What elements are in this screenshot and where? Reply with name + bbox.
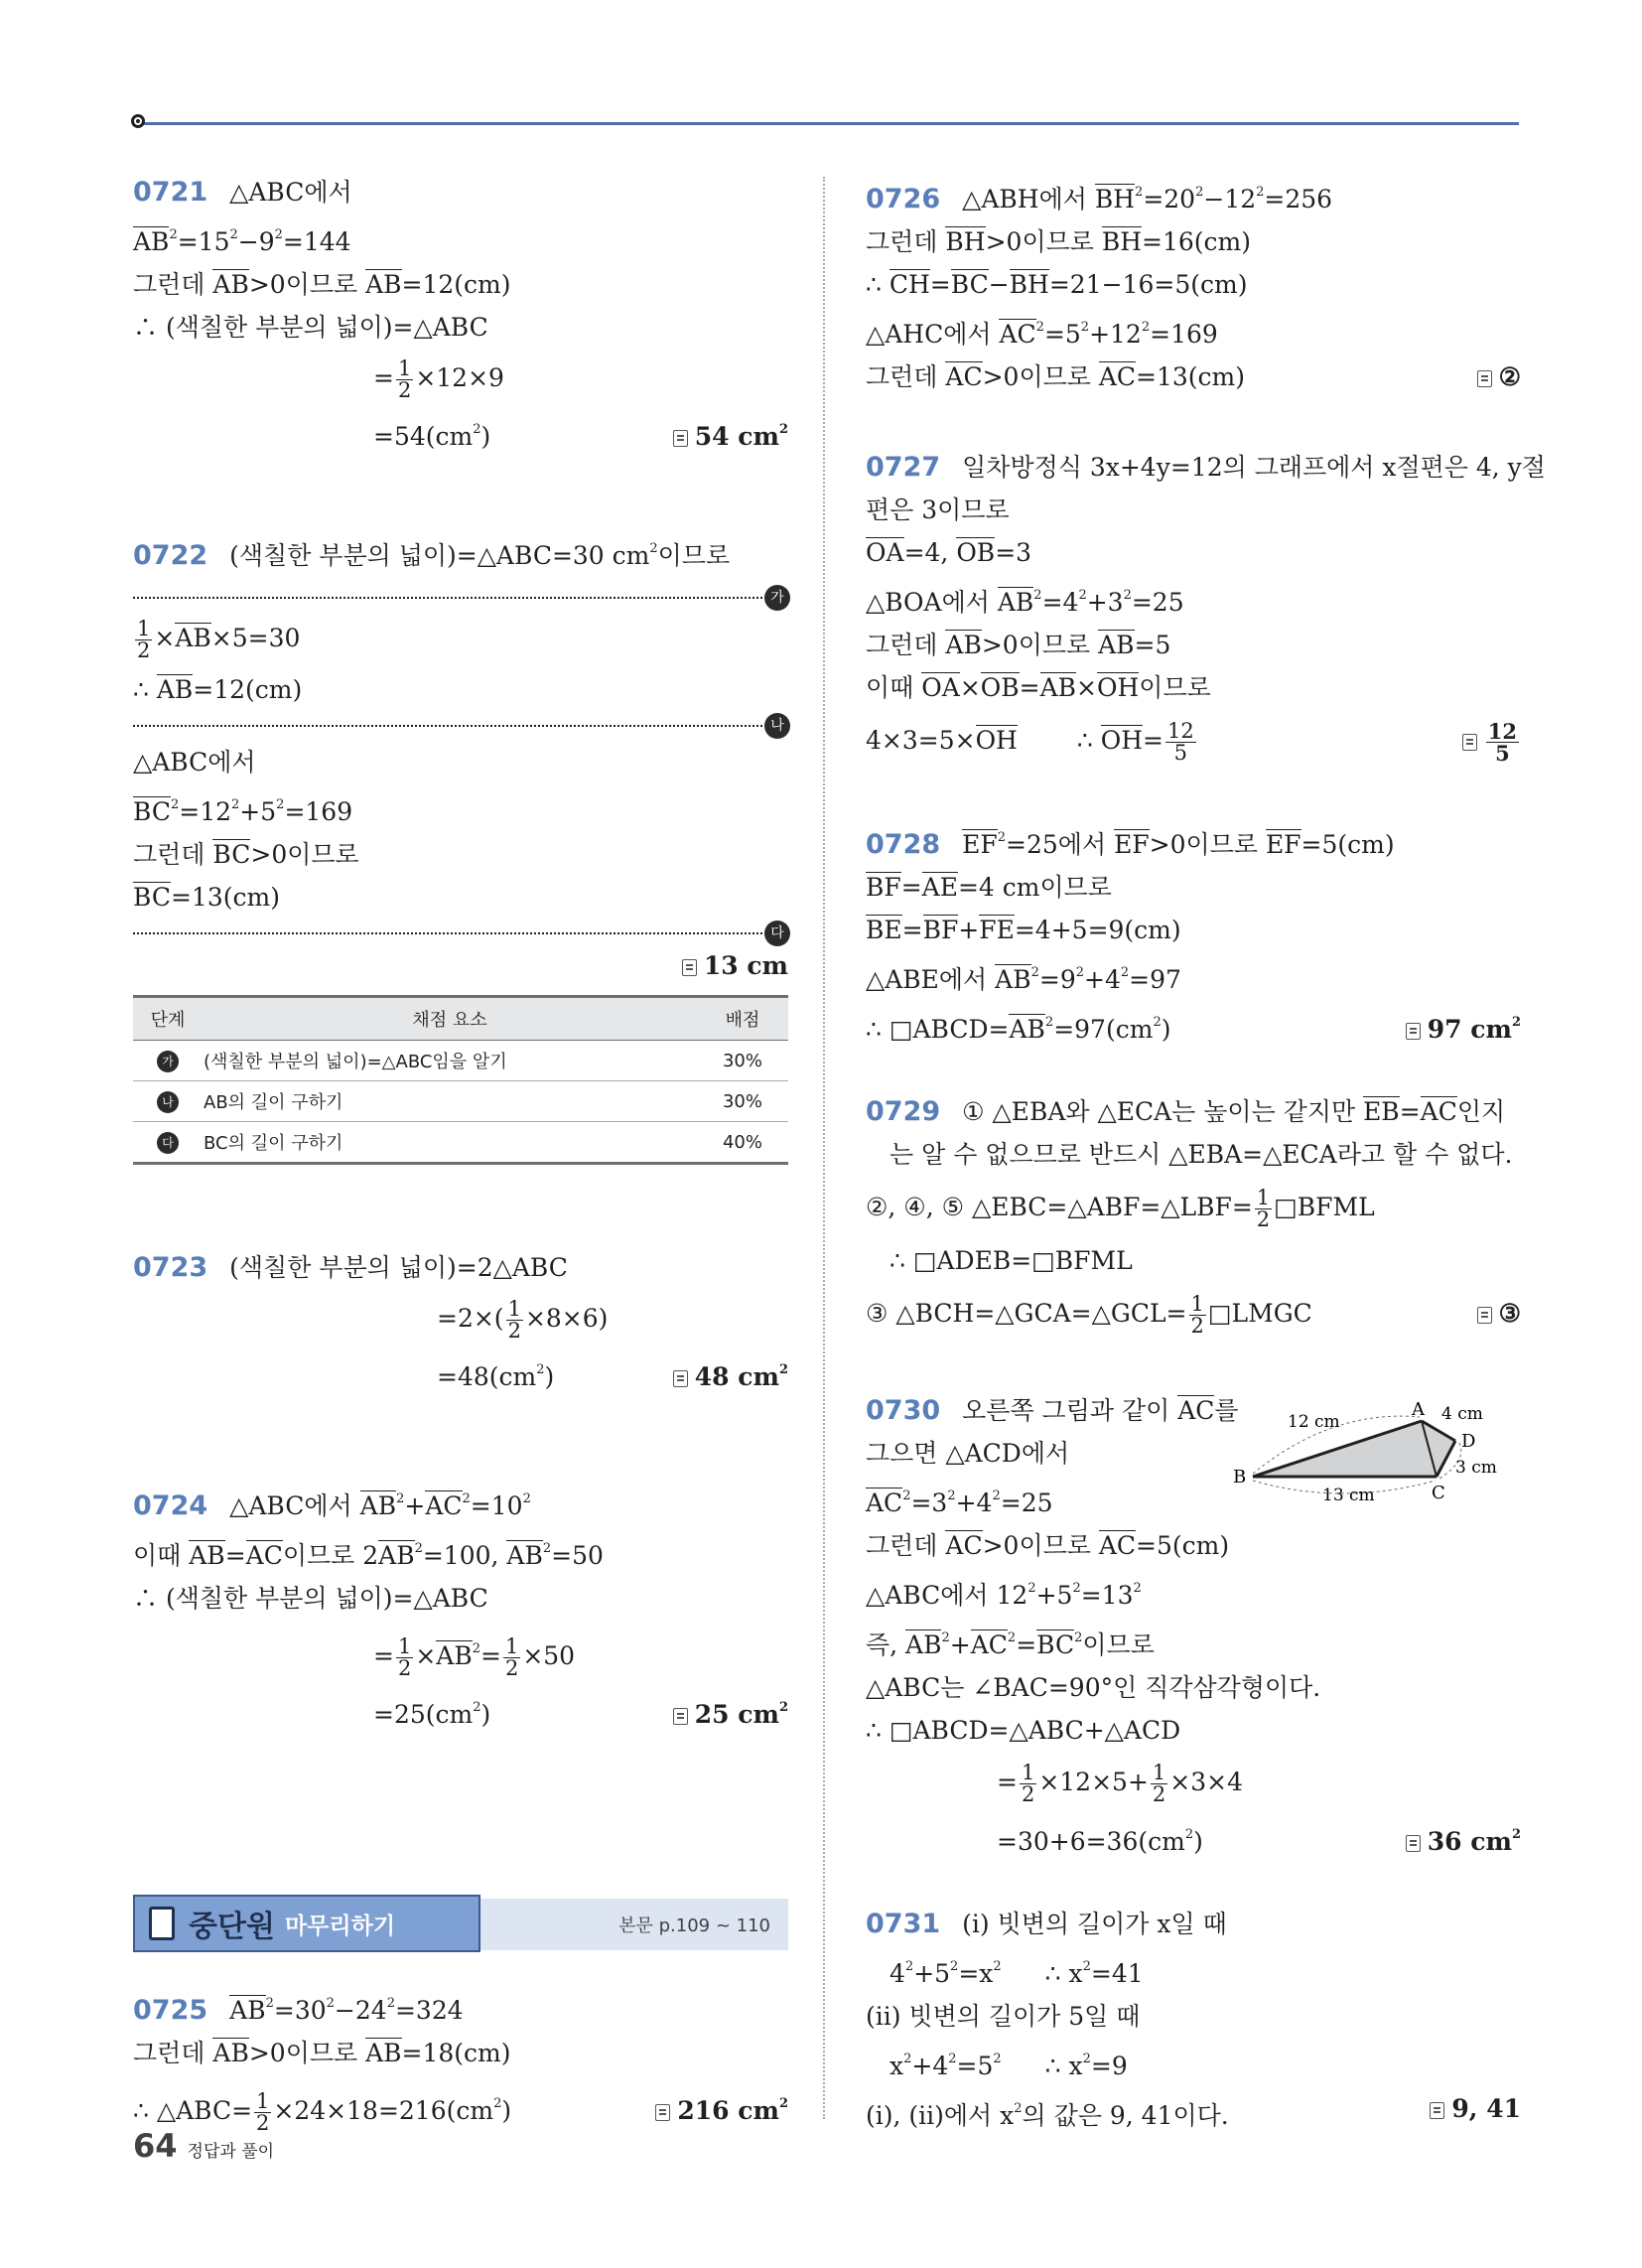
answer-0725: 216 $cm^2$ bbox=[655, 2074, 788, 2141]
problem-0727: 0727 일차방정식 3x+4y=12의 그래프에서 x절편은 4, y절 편은 3이므로 OA=4, OB=3 △BOA에서 $AB^2=4^2+3^2=25$ 그런데 AB>0이므로 AB=5 이때 OA×OB=AB×OH이므로 4×3=5×OH ∴ OH= $\frac{12}{5}$ $\frac{12}{5}$ bbox=[866, 446, 1521, 773]
answer-0729: ③ bbox=[1477, 1282, 1521, 1346]
step-divider bbox=[133, 590, 784, 606]
problem-0726: 0726 △ABH에서 $BH^2=20^2-12^2=256$ 그런데 BH>0이므로 BH=16(cm) ∴ CH=BC−BH=21−16=5(cm) △AHC에서 $AC^2=5^2+12^2=169$ 그런데 AC>0이므로 AC=13(cm) ② bbox=[866, 171, 1521, 398]
label-bc-length: 13 cm bbox=[1322, 1486, 1375, 1505]
answer-0726: ② bbox=[1477, 355, 1521, 398]
footer-title: 정답과 풀이 bbox=[187, 2142, 275, 2162]
problem-0728: 0728 $EF^2=25$에서 EF>0이므로 EF=5(cm) BF=AE=4 cm이므로 BE=BF+FE=4+5=9(cm) △ABE에서 $AB^2=9^2+4^2=97$ ∴ $□ABCD=AB^2=97(cm^2)$ 97 $cm^2$ bbox=[866, 816, 1521, 1051]
header-dot bbox=[131, 114, 145, 128]
step-divider bbox=[133, 925, 784, 941]
answer-0724: 25 $cm^2$ bbox=[673, 1686, 788, 1736]
problem-0722: 0722 (색칠한 부분의 넓이)=△ABC=30 $cm^2$이므로 가 $\frac{1}{2}$ ×AB×5=30 ∴ AB=12(cm) 나 △ABC에서 $BC^2=12^2+5^2=169$ 그런데 BC>0이므로 BC=13(cm) 다 13 cm 단계 채점 요소 배점 가 (색칠한 부분의 넓이)=△ABC임을 알기 30% 나 AB의 길이 구하기 30% 다 BC의 길이 구하기 40% bbox=[133, 527, 788, 1165]
answer-icon bbox=[1477, 1307, 1492, 1324]
label-dc-length: 3 cm bbox=[1455, 1458, 1497, 1478]
answer-icon bbox=[1406, 1023, 1421, 1040]
problem-0729: 0729 ① △EBA와 △ECA는 높이는 같지만 EB=AC인지 는 알 수 없으므로 반드시 △EBA=△ECA라고 할 수 없다. ②, ④, ⑤ △EBC=△ABF=△LBF= $\frac{1}{2}$ □BFML ∴ □ADEB=□BFML ③ △BCH=△GCA=△GCL= $\frac{1}{2}$ □LMGC ③ bbox=[866, 1090, 1521, 1346]
step-marker: 나 bbox=[764, 713, 790, 739]
answer-0731: 9, 41 bbox=[1430, 2087, 1521, 2130]
problem-0724: 0724 △ABC에서 $AB^2+AC^2=10^2$ 이때 AB=AC이므로 $2AB^2=100$, $AB^2=50$ ∴ (색칠한 부분의 넓이)=△ABC = $\frac{1}{2}$ $\times AB^2=$ $\frac{1}{2}$ ×50 $=25(cm^2)$ 25 $cm^2$ bbox=[133, 1478, 788, 1736]
left-column bbox=[133, 171, 788, 2141]
table-row: 가 (색칠한 부분의 넓이)=△ABC임을 알기 30% bbox=[133, 1041, 788, 1081]
answer-icon bbox=[682, 959, 697, 976]
page-number: 64 bbox=[133, 2127, 178, 2165]
answer-icon bbox=[1430, 2102, 1444, 2119]
label-ad-length: 4 cm bbox=[1441, 1404, 1483, 1424]
answer-icon bbox=[1406, 1835, 1421, 1852]
right-column bbox=[866, 171, 1546, 2137]
answer-icon bbox=[673, 1708, 688, 1725]
step-divider bbox=[133, 718, 784, 734]
page-footer bbox=[133, 2127, 274, 2165]
answer-0730: 36 $cm^2$ bbox=[1406, 1813, 1521, 1863]
step-marker: 다 bbox=[764, 921, 790, 946]
answer-0722: 13 cm bbox=[682, 944, 788, 987]
table-row: 다 BC의 길이 구하기 40% bbox=[133, 1122, 788, 1164]
label-b: B bbox=[1233, 1467, 1247, 1488]
step-marker: 가 bbox=[764, 585, 790, 611]
answer-icon bbox=[673, 430, 688, 447]
grading-table: 단계 채점 요소 배점 가 (색칠한 부분의 넓이)=△ABC임을 알기 30% 나 AB의 길이 구하기 30% 다 BC의 길이 구하기 40% bbox=[133, 995, 788, 1165]
problem-0731: 0731 (i) 빗변의 길이가 x일 때 $4^2+5^2=x^2$ ∴ $x^2=41$ (ii) 빗변의 길이가 5일 때 $x^2+4^2=5^2$ ∴ $x^2=9$ (i), (ii)에서 $x^2$의 값은 9, 41이다. 9, 41 bbox=[866, 1909, 1521, 2130]
label-d: D bbox=[1461, 1431, 1476, 1452]
notebook-icon bbox=[149, 1907, 175, 1940]
table-row: 나 AB의 길이 구하기 30% bbox=[133, 1081, 788, 1122]
label-ab-length: 12 cm bbox=[1288, 1412, 1340, 1432]
section-banner: 중단원 마무리하기 본문 p.109 ~ 110 bbox=[133, 1895, 788, 1958]
header-rule bbox=[141, 122, 1519, 125]
problem-0723: 0723 (색칠한 부분의 넓이)=2△ABC =2×( $\frac{1}{2}$ ×8×6) $=48(cm^2)$ 48 $cm^2$ bbox=[133, 1246, 788, 1398]
column-divider bbox=[823, 177, 825, 2119]
answer-0728: 97 $cm^2$ bbox=[1406, 1001, 1521, 1051]
answer-0721: 54 $cm^2$ bbox=[673, 408, 788, 458]
label-a: A bbox=[1412, 1399, 1425, 1420]
label-c: C bbox=[1432, 1483, 1445, 1503]
answer-icon bbox=[673, 1370, 688, 1387]
problem-0721: 0721 △ABC에서 $AB^2=15^2-9^2=144$ 그런데 AB>0이므로 AB=12(cm) ∴ (색칠한 부분의 넓이)=△ABC = $\frac{1}{2}$ ×12×9 $=54(cm^2)$ 54 $cm^2$ bbox=[133, 171, 788, 458]
answer-0727: $\frac{12}{5}$ bbox=[1462, 709, 1521, 773]
answer-0723: 48 $cm^2$ bbox=[673, 1348, 788, 1398]
answer-icon bbox=[1477, 370, 1492, 387]
problem-0730: A B C D 12 cm 4 cm 3 cm 13 cm 0730 오른쪽 그림과 같이 AC를 그으면 △ACD에서 $AC^2=3^2+4^2=25$ 그런데 AC>0이므로 AC=5(cm) △ABC에서 $12^2+5^2=13^2$ 즉, $AB^2+AC^2=BC^2$이므로 △ABC는 ∠BAC=90°인 직각삼각형이다. ∴ □ABCD=△ABC+△ACD = $\frac{1}{2}$ ×12×5+ $\frac{1}{2}$ ×3×4 $=30+6=36(cm^2)$ 36 $cm^2$ bbox=[866, 1389, 1521, 1863]
answer-icon bbox=[1462, 734, 1477, 751]
answer-icon bbox=[655, 2104, 670, 2121]
problem-0725: 0725 $AB^2=30^2-24^2=324$ 그런데 AB>0이므로 AB=18(cm) ∴ △ABC= $\frac{1}{2}$ $\times 24\times 18=216(cm^2)$ 216 $cm^2$ bbox=[133, 1982, 788, 2141]
